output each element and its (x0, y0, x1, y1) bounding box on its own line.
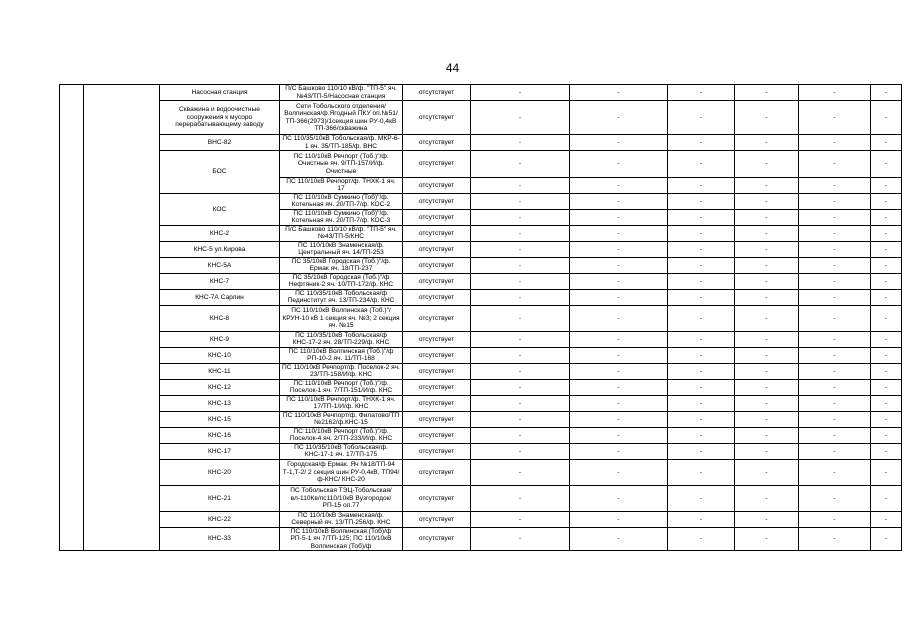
status-cell: отсутствует (403, 395, 471, 411)
status-cell: отсутствует (403, 347, 471, 363)
power-source-cell: ПС 110/10кВ Знаменская/ф. Северный яч. 13/ТП-256/ф. КНС (280, 511, 403, 527)
value-cell: - (668, 511, 735, 527)
object-name-cell: КНС-8 (160, 305, 280, 331)
value-cell: - (871, 363, 902, 379)
value-cell: - (570, 273, 668, 289)
value-cell: - (871, 193, 902, 209)
status-cell: отсутствует (403, 459, 471, 485)
status-cell: отсутствует (403, 443, 471, 459)
value-cell: - (668, 331, 735, 347)
power-source-cell: ПС 35/10кВ Городская (Тоб.)"/ф. Ермак яч. 18/ТП-237 (280, 257, 403, 273)
power-source-cell: ПС 110/10кВ Речпорт/ф. Поселок-2 яч. 23/ТП-158/И/ф. КНС (280, 363, 403, 379)
value-cell: - (668, 85, 735, 101)
value-cell: - (799, 241, 871, 257)
value-cell: - (471, 273, 570, 289)
object-name-cell: КНС-7А Сарлин (160, 289, 280, 305)
table-row (60, 305, 902, 331)
page-number: 44 (445, 61, 460, 75)
status-cell: отсутствует (403, 511, 471, 527)
object-name-cell: КНС-11 (160, 363, 280, 379)
table-row (60, 225, 902, 241)
value-cell: - (570, 101, 668, 135)
value-cell: - (735, 443, 799, 459)
value-cell: - (471, 347, 570, 363)
power-source-cell: ПС 110/35/10кВ Тобольская/ф. КНС-17-1 яч. 17/ТП-175 (280, 443, 403, 459)
table-row (60, 151, 902, 178)
object-name-cell: КНС-2 (160, 225, 280, 241)
value-cell: - (871, 101, 902, 135)
value-cell: - (799, 225, 871, 241)
value-cell: - (799, 178, 871, 194)
value-cell: - (471, 511, 570, 527)
status-cell: отсутствует (403, 273, 471, 289)
value-cell: - (668, 411, 735, 427)
object-name-cell: КНС-5 ул.Кирова (160, 241, 280, 257)
value-cell: - (871, 225, 902, 241)
value-cell: - (471, 193, 570, 209)
value-cell: - (570, 289, 668, 305)
status-cell: отсутствует (403, 257, 471, 273)
value-cell: - (471, 527, 570, 550)
value-cell: - (668, 427, 735, 443)
value-cell: - (570, 305, 668, 331)
status-cell: отсутствует (403, 241, 471, 257)
object-name-cell: КНС-17 (160, 443, 280, 459)
value-cell: - (570, 331, 668, 347)
value-cell: - (471, 209, 570, 225)
value-cell: - (735, 135, 799, 151)
value-cell: - (735, 379, 799, 395)
value-cell: - (668, 347, 735, 363)
value-cell: - (735, 411, 799, 427)
value-cell: - (799, 443, 871, 459)
value-cell: - (668, 363, 735, 379)
value-cell: - (735, 178, 799, 194)
value-cell: - (871, 443, 902, 459)
status-cell: отсутствует (403, 135, 471, 151)
value-cell: - (471, 178, 570, 194)
value-cell: - (471, 331, 570, 347)
power-source-cell: ПС 110/10кВ Волпинская (Тоб.)"/КРУН-10 кВ 1 секция яч. №3; 2 секция яч. №15 (280, 305, 403, 331)
value-cell: - (799, 411, 871, 427)
table-row (60, 443, 902, 459)
status-cell: отсутствует (403, 151, 471, 178)
value-cell: - (471, 363, 570, 379)
value-cell: - (471, 459, 570, 485)
value-cell: - (570, 443, 668, 459)
value-cell: - (570, 225, 668, 241)
object-name-cell: КНС-22 (160, 511, 280, 527)
status-cell: отсутствует (403, 331, 471, 347)
value-cell: - (871, 305, 902, 331)
value-cell: - (799, 209, 871, 225)
value-cell: - (871, 511, 902, 527)
value-cell: - (471, 289, 570, 305)
power-source-cell: ПС 110/10кВ Речпорт (Тоб.)"/ф. Очистные яч. 9/ТП-157/И/ф. Очистные (280, 151, 403, 178)
status-cell: отсутствует (403, 411, 471, 427)
table-row (60, 459, 902, 485)
power-source-cell: ПС 110/10кВ Знаменская/ф. Центральный яч. 14/ТП-253 (280, 241, 403, 257)
value-cell: - (735, 241, 799, 257)
status-cell: отсутствует (403, 363, 471, 379)
status-cell: отсутствует (403, 305, 471, 331)
power-source-cell: П/С Башково 110/10 кВ/ф. "ТП-5" яч. №43/ТП-5/КНС (280, 225, 403, 241)
value-cell: - (871, 347, 902, 363)
object-name-cell: Скважина и водоочистные сооружения к мусоро перерабатывающему заводу (160, 101, 280, 135)
power-source-cell: П/С Башково 110/10 кВ/ф. "ТП-5" яч. №43/ТП-5/Насосная станция (280, 85, 403, 101)
table-row (60, 331, 902, 347)
value-cell: - (799, 511, 871, 527)
value-cell: - (570, 527, 668, 550)
value-cell: - (471, 485, 570, 511)
status-cell: отсутствует (403, 101, 471, 135)
value-cell: - (570, 241, 668, 257)
object-name-cell: КНС-33 (160, 527, 280, 550)
table-row (60, 85, 902, 101)
power-source-cell: Городская/ф Ермак. Яч №18/ТП-94 Т-1,Т-2/ 2 секция шин РУ-0,4кВ, ТП94/ ф-КНС/ КНС-20 (280, 459, 403, 485)
power-source-cell: ПС 110/35/10кВ Тобольская/ф Пединститут яч. 13/ТП-234/ф. КНС (280, 289, 403, 305)
power-source-cell: Сети Тобольского отделения/Волпинская/ф.Ягодный ПКУ оп.№51/ТП-366(2973)/1секция шин РУ-0,4кВ ТП-366/скважина (280, 101, 403, 135)
status-cell: отсутствует (403, 379, 471, 395)
object-name-cell: КНС-9 (160, 331, 280, 347)
value-cell: - (799, 101, 871, 135)
status-cell: отсутствует (403, 85, 471, 101)
value-cell: - (735, 257, 799, 273)
value-cell: - (570, 485, 668, 511)
value-cell: - (799, 347, 871, 363)
table-row (60, 485, 902, 511)
value-cell: - (735, 527, 799, 550)
value-cell: - (668, 209, 735, 225)
power-source-cell: ПС 110/10кВ Речпорт/ф. ТНХК-1 яч. 17 (280, 178, 403, 194)
value-cell: - (871, 459, 902, 485)
value-cell: - (735, 273, 799, 289)
value-cell: - (471, 305, 570, 331)
value-cell: - (668, 135, 735, 151)
value-cell: - (570, 347, 668, 363)
value-cell: - (668, 379, 735, 395)
value-cell: - (570, 427, 668, 443)
value-cell: - (471, 257, 570, 273)
power-source-cell: ПС 110/10кВ Волпинская (Тоб)/ф РП-5-1 яч 7/ТП-125; ПС 110/10кВ Волпинская (Тоб)/ф (280, 527, 403, 550)
value-cell: - (871, 85, 902, 101)
value-cell: - (471, 427, 570, 443)
value-cell: - (668, 443, 735, 459)
status-cell: отсутствует (403, 527, 471, 550)
status-cell: отсутствует (403, 427, 471, 443)
status-cell: отсутствует (403, 193, 471, 209)
category-cell (84, 85, 160, 551)
value-cell: - (471, 241, 570, 257)
table-row (60, 101, 902, 135)
value-cell: - (570, 411, 668, 427)
value-cell: - (570, 151, 668, 178)
value-cell: - (471, 225, 570, 241)
value-cell: - (871, 273, 902, 289)
value-cell: - (668, 241, 735, 257)
value-cell: - (735, 395, 799, 411)
power-source-cell: ПС 110/10кВ Волпинская (Тоб.)"/ф РП-10-2 яч. 11/ТП-168 (280, 347, 403, 363)
power-source-cell: ПС 110/35/10кВ Тобольская/ф КНС-17-2 яч. 28/ТП-229/ф. КНС (280, 331, 403, 347)
status-cell: отсутствует (403, 178, 471, 194)
object-name-cell: КНС-21 (160, 485, 280, 511)
power-source-cell: ПС 110/10кВ Сумкино (Тоб)"/ф. Котельная яч. 20/ТП-7/ф. КОС-3 (280, 209, 403, 225)
value-cell: - (668, 193, 735, 209)
table-row (60, 289, 902, 305)
value-cell: - (735, 459, 799, 485)
object-name-cell: КНС-16 (160, 427, 280, 443)
object-name-cell: КНС-7 (160, 273, 280, 289)
value-cell: - (471, 443, 570, 459)
value-cell: - (668, 257, 735, 273)
power-source-cell: ПС 110/10кВ Речпорт/ф. ТНХК-1 яч. 17/ТП-1/И/ф. КНС (280, 395, 403, 411)
value-cell: - (570, 135, 668, 151)
value-cell: - (799, 379, 871, 395)
value-cell: - (799, 151, 871, 178)
value-cell: - (668, 527, 735, 550)
value-cell: - (668, 459, 735, 485)
value-cell: - (735, 511, 799, 527)
value-cell: - (570, 363, 668, 379)
value-cell: - (668, 178, 735, 194)
object-name-cell: КНС-15 (160, 411, 280, 427)
object-name-cell: КНС-12 (160, 379, 280, 395)
power-source-cell: ПС 110/10кВ Сумкино (Тоб)"/ф. Котельная яч. 20/ТП-7/ф. КОС-2 (280, 193, 403, 209)
value-cell: - (871, 289, 902, 305)
power-source-cell: ПС 110/35/10кВ Тобольская/ф. МКР-6-1 яч. 35/ТП-185/ф. ВНС (280, 135, 403, 151)
value-cell: - (799, 363, 871, 379)
table-row (60, 193, 902, 209)
value-cell: - (735, 305, 799, 331)
value-cell: - (570, 178, 668, 194)
value-cell: - (570, 379, 668, 395)
table-row (60, 395, 902, 411)
object-name-cell: КНС-13 (160, 395, 280, 411)
table-row (60, 135, 902, 151)
value-cell: - (735, 289, 799, 305)
table-row (60, 257, 902, 273)
value-cell: - (799, 527, 871, 550)
value-cell: - (570, 511, 668, 527)
value-cell: - (871, 485, 902, 511)
power-source-cell: ПС 110/10кВ Речпорт (Тоб.)"/ф. Поселок-4 яч. 2/ТП-233/И/ф. КНС (280, 427, 403, 443)
value-cell: - (471, 379, 570, 395)
value-cell: - (570, 209, 668, 225)
object-name-cell: КОС (160, 193, 280, 225)
power-source-cell: ПС 110/10кВ Речпорт (Тоб.)"/ф. Поселок-1 яч. 7/ТП-151/И/ф. КНС (280, 379, 403, 395)
value-cell: - (799, 331, 871, 347)
value-cell: - (799, 289, 871, 305)
table-row (60, 363, 902, 379)
object-name-cell: БОС (160, 151, 280, 194)
value-cell: - (735, 427, 799, 443)
value-cell: - (735, 101, 799, 135)
value-cell: - (799, 193, 871, 209)
table-row (60, 411, 902, 427)
power-source-cell: ПС 35/10кВ Городская (Тоб.)"/ф Нефтяник-2 яч. 10/ТП-172/ф. КНС (280, 273, 403, 289)
table-row (60, 427, 902, 443)
value-cell: - (799, 85, 871, 101)
row-number-cell (60, 85, 84, 551)
value-cell: - (735, 151, 799, 178)
value-cell: - (735, 225, 799, 241)
value-cell: - (735, 193, 799, 209)
value-cell: - (799, 459, 871, 485)
object-name-cell: КНС-5А (160, 257, 280, 273)
value-cell: - (471, 411, 570, 427)
value-cell: - (735, 85, 799, 101)
value-cell: - (799, 395, 871, 411)
value-cell: - (471, 85, 570, 101)
value-cell: - (668, 151, 735, 178)
value-cell: - (799, 485, 871, 511)
power-source-cell: ПС Тобольская ТЭЦ-Тобольская/вл-110Кв/пс110/10кВ Вузгородок/РП-15 оп.77 (280, 485, 403, 511)
value-cell: - (799, 273, 871, 289)
value-cell: - (871, 427, 902, 443)
value-cell: - (668, 225, 735, 241)
table-row (60, 379, 902, 395)
value-cell: - (668, 101, 735, 135)
value-cell: - (735, 209, 799, 225)
value-cell: - (471, 135, 570, 151)
object-name-cell: Насосная станция (160, 85, 280, 101)
value-cell: - (871, 379, 902, 395)
value-cell: - (570, 257, 668, 273)
table-row (60, 527, 902, 550)
table-row (60, 347, 902, 363)
value-cell: - (570, 395, 668, 411)
value-cell: - (570, 193, 668, 209)
value-cell: - (871, 527, 902, 550)
status-cell: отсутствует (403, 485, 471, 511)
value-cell: - (668, 305, 735, 331)
value-cell: - (735, 347, 799, 363)
status-cell: отсутствует (403, 225, 471, 241)
value-cell: - (871, 395, 902, 411)
value-cell: - (471, 101, 570, 135)
value-cell: - (668, 289, 735, 305)
table-row (60, 511, 902, 527)
value-cell: - (871, 411, 902, 427)
value-cell: - (471, 151, 570, 178)
value-cell: - (570, 459, 668, 485)
value-cell: - (871, 151, 902, 178)
object-name-cell: КНС-20 (160, 459, 280, 485)
status-cell: отсутствует (403, 209, 471, 225)
table-row (60, 241, 902, 257)
value-cell: - (570, 85, 668, 101)
value-cell: - (871, 178, 902, 194)
value-cell: - (871, 257, 902, 273)
data-table (59, 84, 902, 551)
value-cell: - (799, 427, 871, 443)
value-cell: - (799, 305, 871, 331)
object-name-cell: КНС-10 (160, 347, 280, 363)
value-cell: - (799, 257, 871, 273)
value-cell: - (735, 363, 799, 379)
table-row (60, 273, 902, 289)
value-cell: - (735, 331, 799, 347)
value-cell: - (871, 331, 902, 347)
value-cell: - (871, 241, 902, 257)
value-cell: - (799, 135, 871, 151)
status-cell: отсутствует (403, 289, 471, 305)
value-cell: - (871, 209, 902, 225)
object-name-cell: ВНС-82 (160, 135, 280, 151)
value-cell: - (735, 485, 799, 511)
value-cell: - (668, 395, 735, 411)
value-cell: - (471, 395, 570, 411)
power-source-cell: ПС 110/10кВ Речпорт/ф. Филатово/ТП №2162/ф.КНС-15 (280, 411, 403, 427)
value-cell: - (871, 135, 902, 151)
value-cell: - (668, 485, 735, 511)
value-cell: - (668, 273, 735, 289)
